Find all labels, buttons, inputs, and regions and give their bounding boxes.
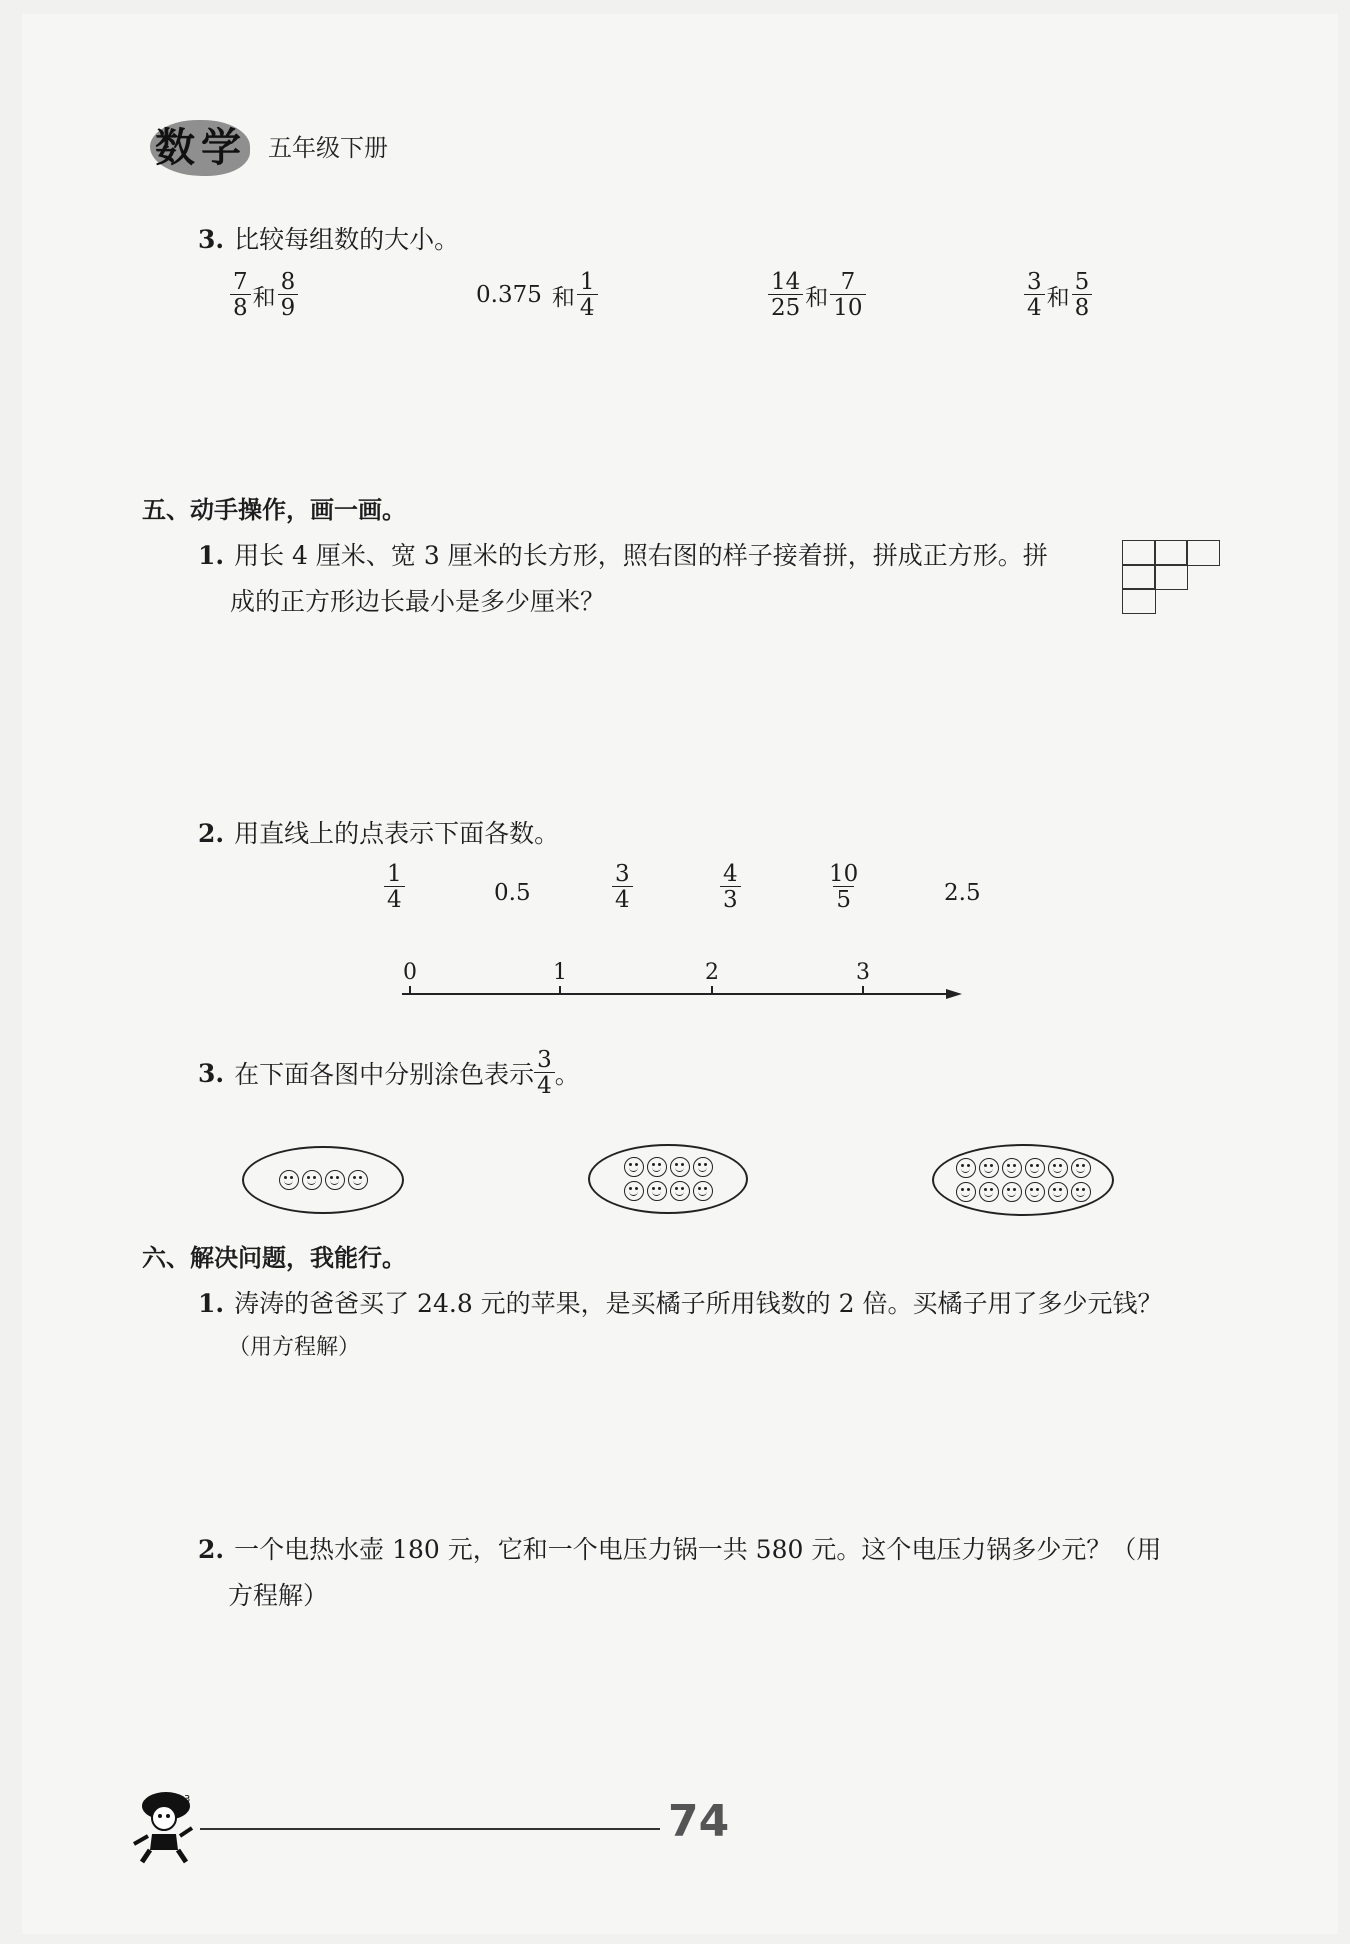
subject-title: 数学 bbox=[155, 125, 247, 171]
tick-label-2: 2 bbox=[705, 960, 719, 985]
fraction: $\frac{7}{8}$ bbox=[230, 270, 251, 320]
section5-q1 bbox=[198, 536, 1048, 572]
question-number: 3. bbox=[198, 1058, 225, 1088]
page-number: 74 bbox=[668, 1796, 730, 1847]
and-word: 和 bbox=[551, 284, 575, 311]
fraction: $\frac{14}{25}$ bbox=[768, 270, 803, 320]
smiley-icon bbox=[693, 1157, 713, 1177]
question-text: 比较每组数的大小。 bbox=[234, 225, 460, 254]
compare-pair-3 bbox=[768, 270, 866, 320]
tick-label-3: 3 bbox=[856, 960, 870, 985]
fraction: $\frac{5}{8}$ bbox=[1072, 270, 1093, 320]
smiley-icon bbox=[325, 1170, 345, 1190]
question-text: 一个电热水壶 180 元，它和一个电压力锅一共 580 元。这个电压力锅多少元？（用 bbox=[234, 1535, 1162, 1564]
fraction: $\frac{7}{10}$ bbox=[830, 270, 865, 320]
section-six-heading: 六、解决问题，我能行。 bbox=[142, 1244, 406, 1272]
number-item-4: $\frac{4}{3}$ bbox=[720, 862, 741, 912]
section6-q1-line2: （用方程解） bbox=[228, 1335, 361, 1360]
smiley-icon bbox=[956, 1158, 976, 1178]
smiley-icon bbox=[1071, 1182, 1091, 1202]
smiley-group-4 bbox=[242, 1146, 404, 1214]
smiley-icon bbox=[1002, 1182, 1022, 1202]
smiley-icon bbox=[1002, 1158, 1022, 1178]
fraction: $\frac{3}{4}$ bbox=[1024, 270, 1045, 320]
question-text: 用长 4 厘米、宽 3 厘米的长方形，照右图的样子接着拼，拼成正方形。拼 bbox=[234, 541, 1048, 570]
smiley-group-12 bbox=[932, 1144, 1114, 1216]
number-line bbox=[390, 950, 990, 1010]
svg-text:3: 3 bbox=[184, 1794, 191, 1805]
smiley-icon bbox=[279, 1170, 299, 1190]
decimal-value: 0.375 bbox=[476, 282, 542, 309]
number-item-2: 0.5 bbox=[494, 880, 531, 906]
smiley-group-8 bbox=[588, 1144, 748, 1214]
question-number: 1. bbox=[198, 541, 225, 570]
tick-label-0: 0 bbox=[403, 960, 417, 985]
smiley-icon bbox=[979, 1158, 999, 1178]
smiley-icon bbox=[670, 1181, 690, 1201]
number-item-3: $\frac{3}{4}$ bbox=[612, 862, 633, 912]
section5-q2 bbox=[198, 814, 559, 850]
smiley-icon bbox=[1025, 1158, 1045, 1178]
number-item-1: $\frac{1}{4}$ bbox=[384, 862, 405, 912]
question-text: 在下面各图中分别涂色表示 bbox=[234, 1060, 535, 1090]
smiley-icon bbox=[624, 1157, 644, 1177]
cartoon-mascot-icon bbox=[128, 1784, 200, 1868]
tick-label-1: 1 bbox=[553, 960, 567, 985]
section5-q3: 3. 在下面各图中分别涂色表示 $\frac{3}{4}$ 。 bbox=[198, 1047, 580, 1100]
question-number: 2. bbox=[198, 819, 225, 848]
grade-subtitle: 五年级下册 bbox=[268, 134, 388, 162]
and-word: 和 bbox=[1046, 284, 1070, 311]
question-number: 1. bbox=[198, 1289, 225, 1318]
fraction: $\frac{8}{9}$ bbox=[278, 270, 299, 320]
smiley-icon bbox=[1048, 1158, 1068, 1178]
section5-q1-line2: 成的正方形边长最小是多少厘米？ bbox=[230, 587, 606, 616]
smiley-icon bbox=[693, 1181, 713, 1201]
smiley-icon bbox=[348, 1170, 368, 1190]
compare-pair-4 bbox=[1024, 270, 1092, 320]
number-item-5: $\frac{10}{5}$ bbox=[829, 861, 859, 914]
question-number: 3. bbox=[198, 225, 225, 254]
fraction: $\frac{3}{4}$ bbox=[534, 1048, 555, 1098]
section6-q2-line2: 方程解） bbox=[228, 1581, 329, 1610]
smiley-icon bbox=[670, 1157, 690, 1177]
and-word: 和 bbox=[805, 284, 829, 311]
smiley-icon bbox=[302, 1170, 322, 1190]
fraction: $\frac{1}{4}$ bbox=[577, 270, 598, 320]
smiley-icon bbox=[1025, 1182, 1045, 1202]
and-word: 和 bbox=[252, 284, 276, 311]
section6-q1 bbox=[198, 1284, 1162, 1320]
question-text: 涛涛的爸爸买了 24.8 元的苹果，是买橘子所用钱数的 2 倍。买橘子用了多少元钱？ bbox=[234, 1289, 1163, 1318]
smiley-icon bbox=[979, 1182, 999, 1202]
smiley-icon bbox=[1071, 1158, 1091, 1178]
smiley-icon bbox=[647, 1157, 667, 1177]
smiley-icon bbox=[1048, 1182, 1068, 1202]
question-text: 用直线上的点表示下面各数。 bbox=[234, 819, 560, 848]
number-item-6: 2.5 bbox=[944, 880, 981, 906]
smiley-icon bbox=[624, 1181, 644, 1201]
footer-rule bbox=[200, 1828, 660, 1830]
section-five-heading: 五、动手操作，画一画。 bbox=[142, 496, 406, 524]
compare-pair-1 bbox=[230, 270, 298, 320]
question-number: 2. bbox=[198, 1535, 225, 1564]
smiley-icon bbox=[647, 1181, 667, 1201]
compare-question bbox=[198, 220, 459, 256]
compare-pair-2 bbox=[476, 270, 598, 320]
section6-q2 bbox=[198, 1530, 1161, 1566]
smiley-icon bbox=[956, 1182, 976, 1202]
